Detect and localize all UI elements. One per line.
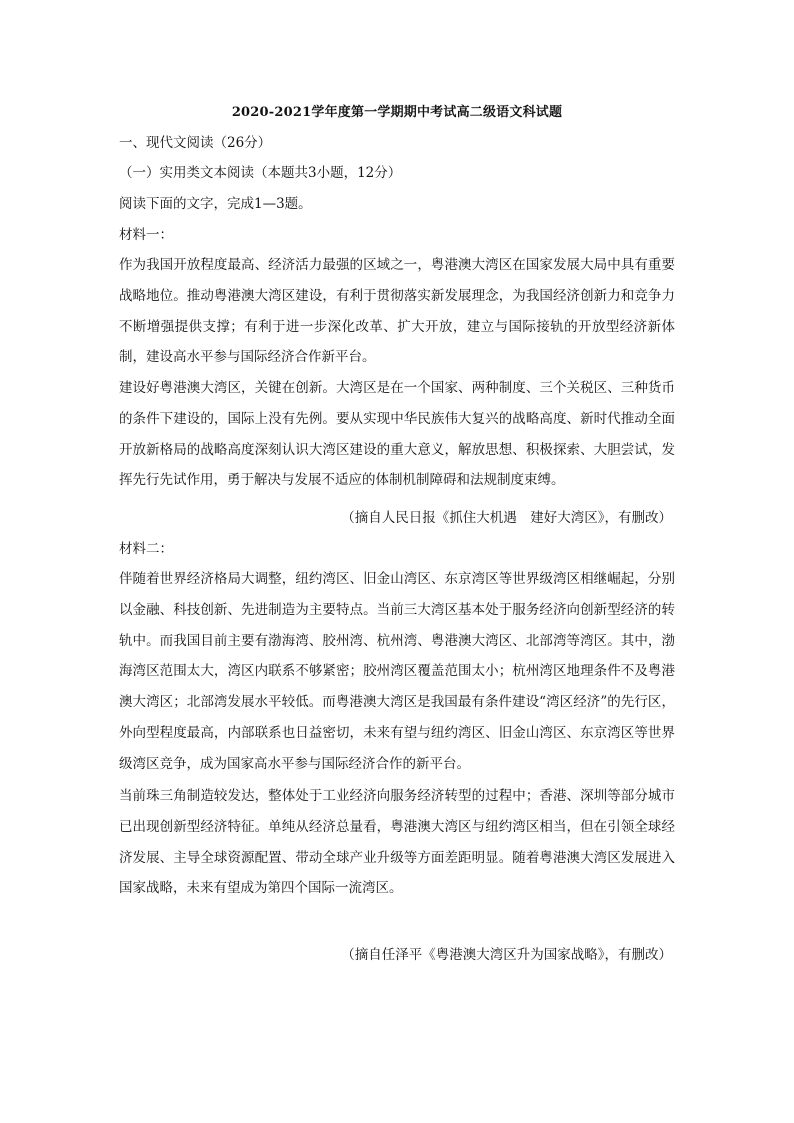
section-heading: 一、现代文阅读（26分）	[119, 135, 272, 151]
instruction-text: 阅读下面的文字，完成1—3题。	[119, 196, 312, 212]
material-1-source: （摘自人民日报《抓住大机遇 建好大湾区》，有删改）	[341, 510, 672, 526]
material-1-label: 材料一：	[119, 227, 173, 243]
material-1-paragraph-2: 建设好粤港澳大湾区，关键在创新。大湾区是在一个国家、两种制度、三个关税区、三种货币的条件下建设的，国际上没有先例。要从实现中华民族伟大复兴的战略高度、新时代推动全面开放新格局的战略高度深刻认识大湾区建设的重大意义，解放思想、积极探索、大胆尝试，发挥先行先试作用，勇于解决与发展不适应的体制机制障碍和法规制度束缚。	[119, 380, 675, 489]
material-2-label: 材料二：	[119, 541, 173, 557]
subsection-heading: （一）实用类文本阅读（本题共3小题，12分）	[119, 165, 402, 181]
material-2-paragraph-2: 当前珠三角制造较发达，整体处于工业经济向服务经济转型的过程中；香港、深圳等部分城市已出现创新型经济特征。单纯从经济总量看，粤港澳大湾区与纽约湾区相当，但在引领全球经济发展、主导全球资源配置、带动全球产业升级等方面差距明显。随着粤港澳大湾区发展进入国家战略，未来有望成为第四个国际一流湾区。	[119, 788, 675, 897]
material-2-source: （摘自任泽平《粤港澳大湾区升为国家战略》，有删改）	[341, 947, 672, 963]
page-title: 2020-2021学年度第一学期期中考试高二级语文科试题	[231, 105, 563, 120]
material-2-paragraph-1: 伴随着世界经济格局大调整，纽约湾区、旧金山湾区、东京湾区等世界级湾区相继崛起，分别以金融、科技创新、先进制造为主要特点。当前三大湾区基本处于服务经济向创新型经济的转轨中。而我国目前主要有渤海湾、胶州湾、杭州湾、粤港澳大湾区、北部湾等湾区。其中，渤海湾区范围太大，湾区内联系不够紧密；胶州湾区覆盖范围太小；杭州湾区地理条件不及粤港澳大湾区；北部湾发展水平较低。而粤港澳大湾区是我国最有条件建设“湾区经济”的先行区，外向型程度最高，内部联系也日益密切，未来有望与纽约湾区、旧金山湾区、东京湾区等世界级湾区竞争，成为国家高水平参与国际经济合作的新平台。	[119, 571, 675, 772]
material-1-paragraph-1: 作为我国开放程度最高、经济活力最强的区域之一，粤港澳大湾区在国家发展大局中具有重要战略地位。推动粤港澳大湾区建设，有利于贯彻落实新发展理念，为我国经济创新力和竞争力不断增强提供支撑；有利于进一步深化改革、扩大开放，建立与国际接轨的开放型经济新体制，建设高水平参与国际经济合作新平台。	[119, 257, 675, 366]
